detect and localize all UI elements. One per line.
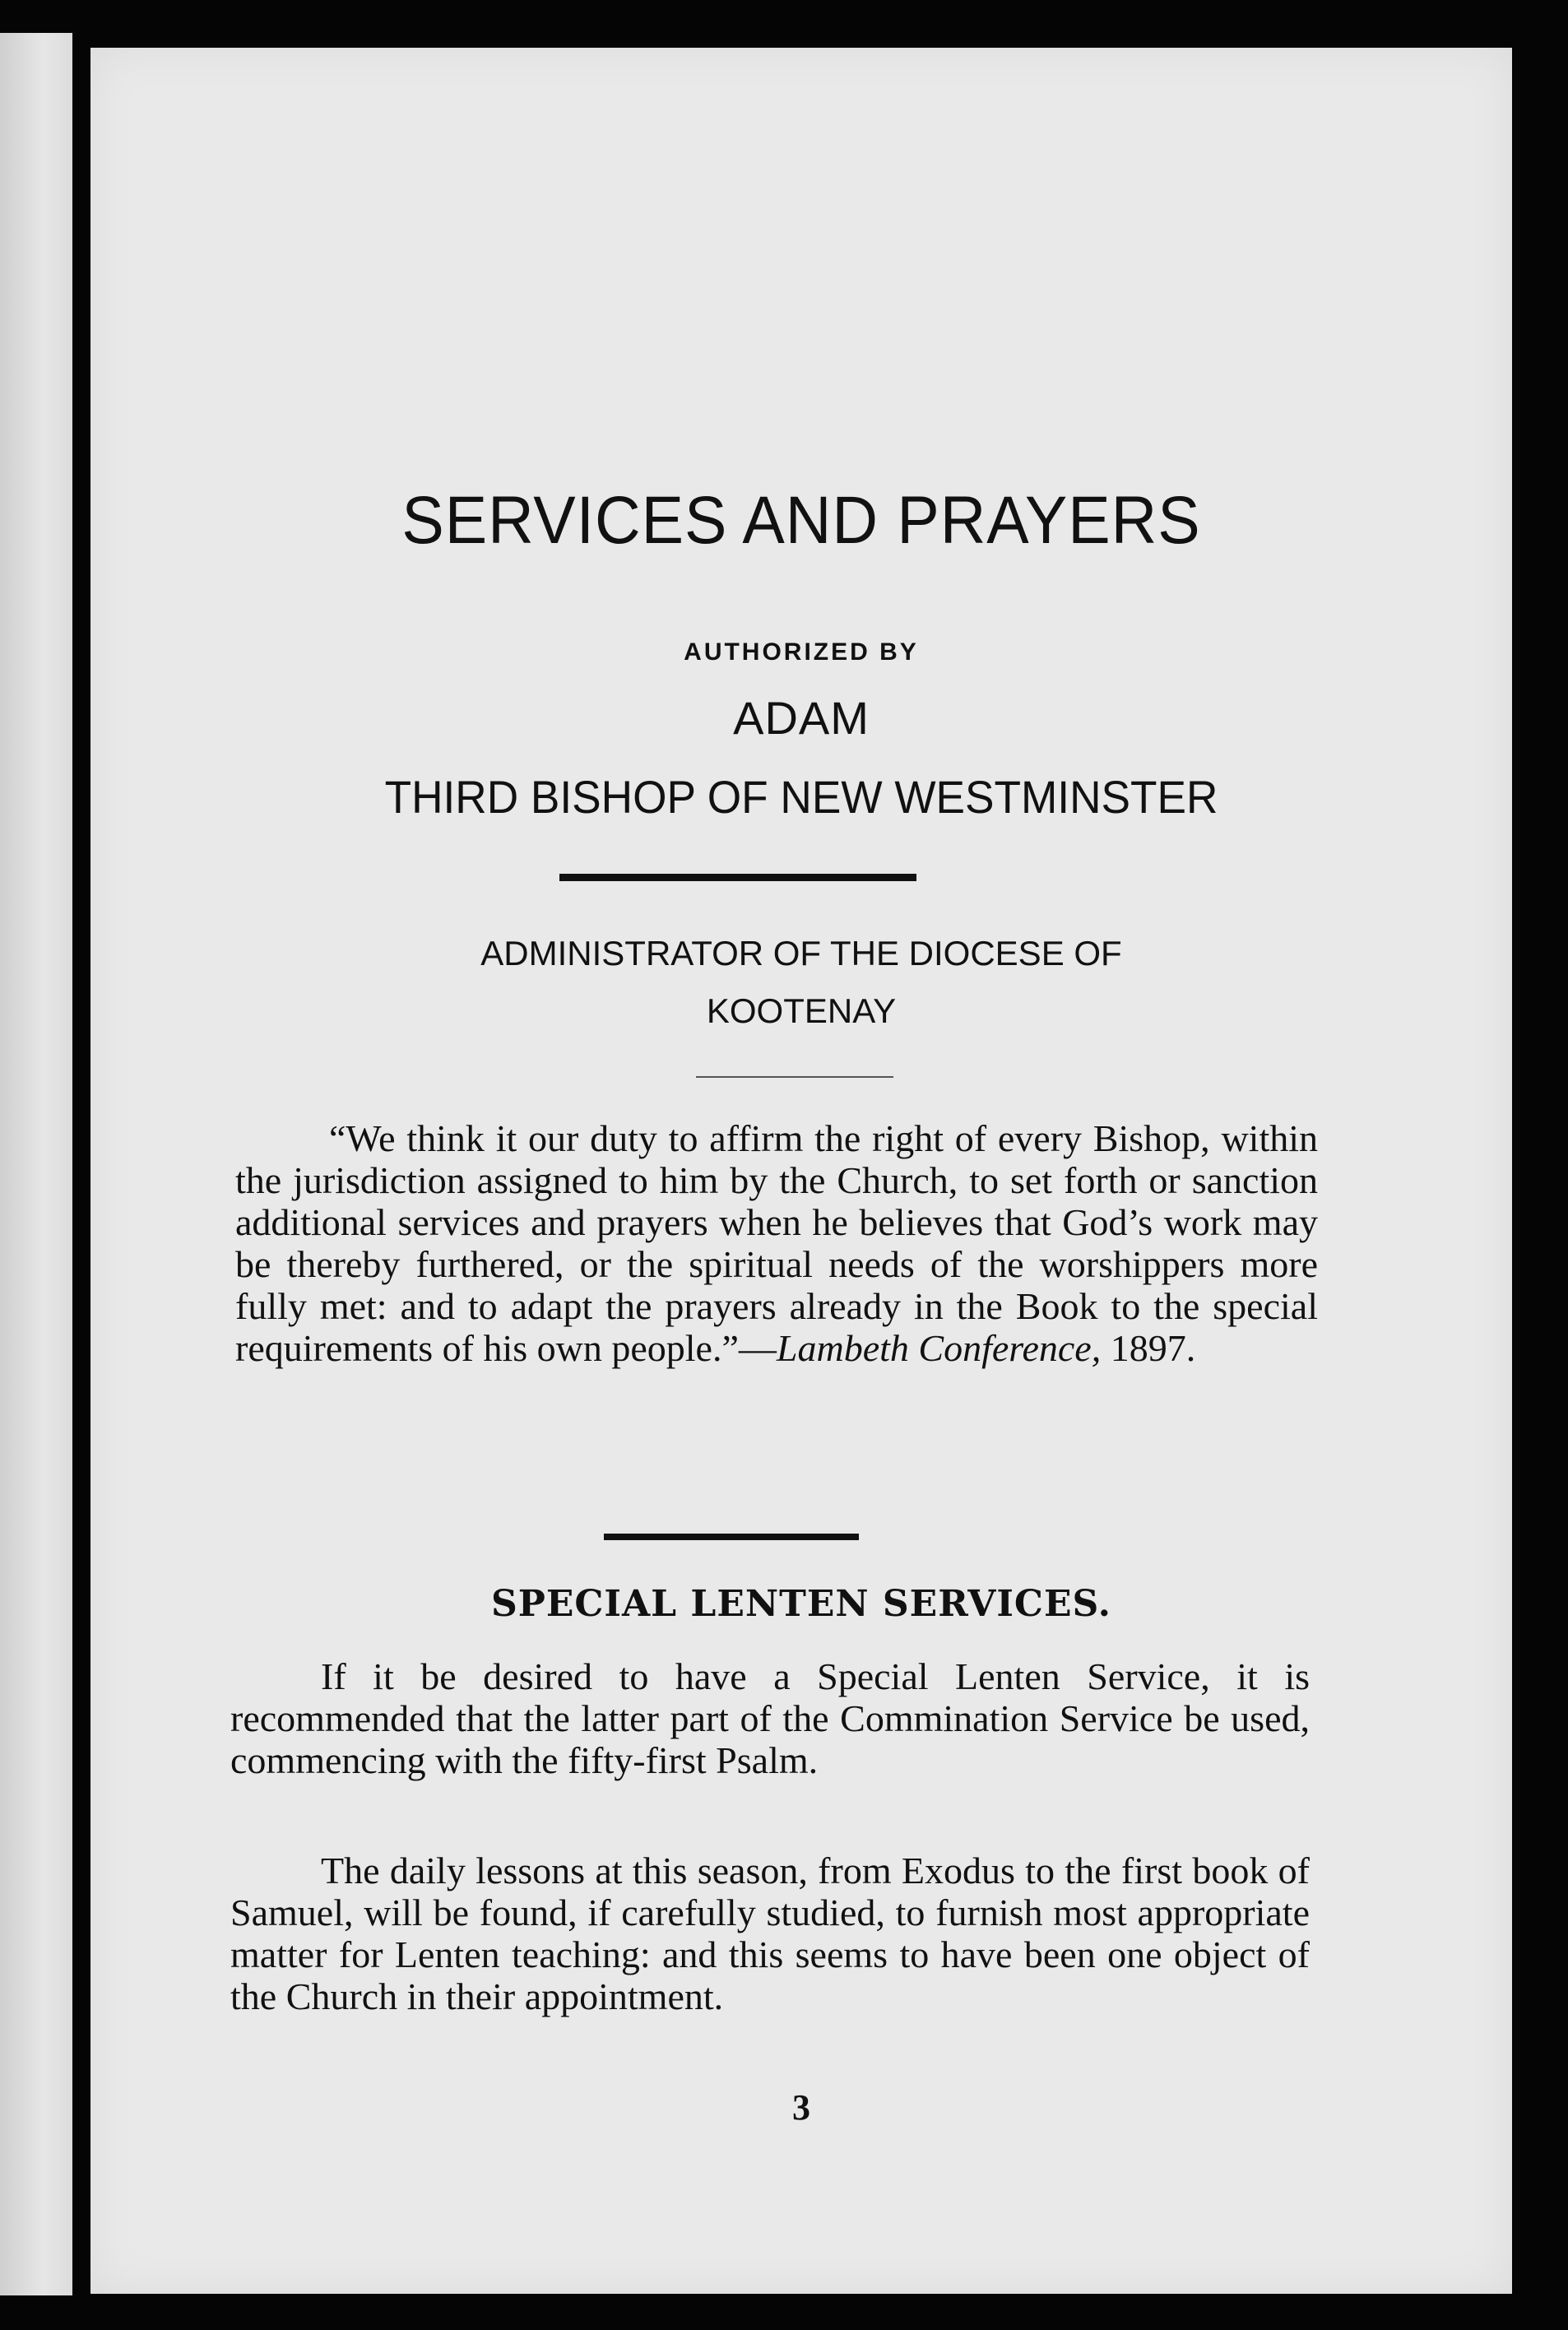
- page-title: SERVICES AND PRAYERS: [401, 483, 1201, 558]
- paragraph: If it be desired to have a Special Lenten Service, it is recommended that the latter part of the Commination Service be used, commencing with the fifty-first Psalm.: [230, 1655, 1310, 1781]
- bishop-office: THIRD BISHOP OF NEW WESTMINSTER: [384, 771, 1218, 823]
- section-heading: SPECIAL LENTEN SERVICES.: [490, 1583, 1112, 1625]
- administrator-title: [90, 925, 1512, 1040]
- authorized-by-label: AUTHORIZED BY: [684, 638, 919, 666]
- quote-source: Lambeth Conference,: [776, 1327, 1102, 1369]
- section-divider-rule: [604, 1534, 859, 1540]
- bishop-name: ADAM: [733, 692, 870, 744]
- administrator-line-1: ADMINISTRATOR OF THE DIOCESE OF: [480, 934, 1122, 972]
- quote-text: “We think it our duty to affirm the right of every Bishop, within the jurisdiction assigned to him by the Church, to set forth or sanction additional services and prayers when he believes that God’s work may be thereby furthered, or the spiritual needs of the worshippers more fully met: and to adapt the prayers already in the Book to the special requirements of his own people.”—: [235, 1117, 1318, 1369]
- lambeth-quote: [235, 1117, 1318, 1369]
- paragraph: The daily lessons at this season, from Exodus to the first book of Samuel, will be found, if carefully studied, to furnish most appropriate matter for Lenten teaching: and this seems to have been one object of the Church in their appointment.: [230, 1850, 1310, 2017]
- previous-page-edge: [0, 33, 72, 2295]
- divider-rule: [559, 874, 916, 881]
- page: [90, 48, 1512, 2294]
- administrator-line-2: KOOTENAY: [706, 991, 897, 1030]
- page-number: 3: [792, 2087, 810, 2128]
- short-divider-rule: [696, 1076, 893, 1078]
- quote-year: 1897.: [1101, 1327, 1196, 1369]
